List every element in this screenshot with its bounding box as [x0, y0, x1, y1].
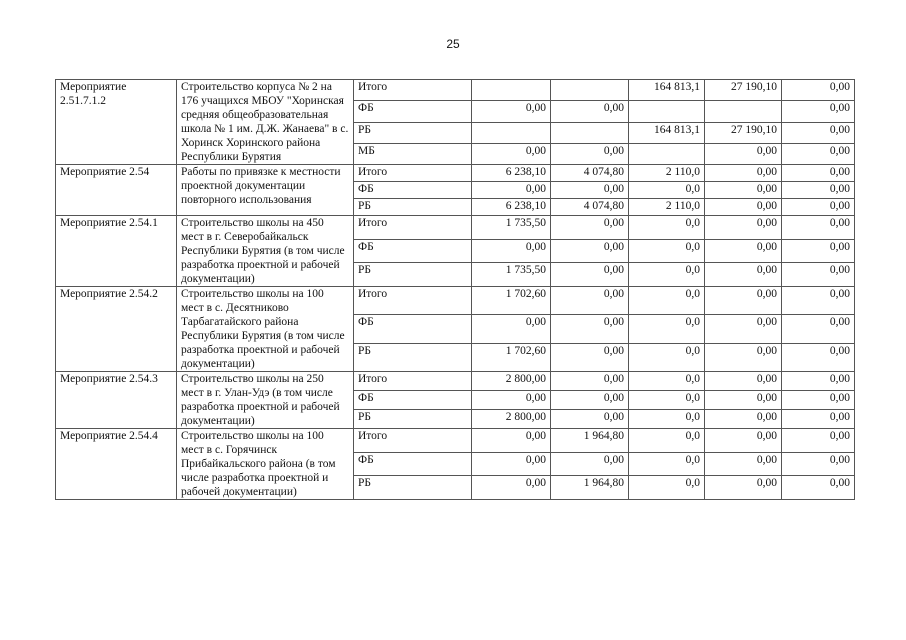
amount-cell: 0,00 — [782, 80, 855, 101]
amount-cell: 1 964,80 — [551, 429, 629, 453]
amount-cell: 0,00 — [782, 452, 855, 476]
amount-cell — [551, 80, 629, 101]
amount-cell: 0,00 — [782, 122, 855, 143]
amount-cell: 0,00 — [472, 239, 551, 263]
amount-cell: 0,00 — [551, 452, 629, 476]
amount-cell: 0,00 — [472, 452, 551, 476]
amount-cell: 0,00 — [705, 239, 782, 263]
funding-source-cell: Итого — [354, 165, 472, 182]
amount-cell: 0,00 — [782, 343, 855, 371]
amount-cell: 4 074,80 — [551, 199, 629, 216]
amount-cell: 0,00 — [782, 143, 855, 164]
amount-cell: 4 074,80 — [551, 165, 629, 182]
amount-cell: 2 110,0 — [629, 165, 705, 182]
amount-cell: 0,00 — [782, 165, 855, 182]
funding-source-cell: МБ — [354, 143, 472, 164]
amount-cell: 0,00 — [705, 199, 782, 216]
amount-cell: 1 735,50 — [472, 263, 551, 287]
amount-cell: 0,0 — [629, 476, 705, 500]
amount-cell: 0,0 — [629, 182, 705, 199]
amount-cell: 164 813,1 — [629, 80, 705, 101]
amount-cell: 1 702,60 — [472, 343, 551, 371]
measure-name-cell: Строительство корпуса № 2 на 176 учащихся МБОУ "Хоринская средняя общеобразовательная школа № 1 им. Д.Ж. Жанаева" в с. Хоринск Хоринского района Республики Бурятия — [177, 80, 354, 165]
amount-cell: 0,00 — [705, 391, 782, 410]
funding-source-cell: РБ — [354, 476, 472, 500]
amount-cell: 0,00 — [705, 287, 782, 315]
amount-cell: 0,00 — [472, 315, 551, 343]
amount-cell: 0,00 — [472, 391, 551, 410]
amount-cell: 0,00 — [782, 287, 855, 315]
table-row — [56, 216, 855, 240]
amount-cell: 0,00 — [782, 182, 855, 199]
amount-cell — [472, 122, 551, 143]
budget-table — [55, 79, 855, 500]
amount-cell: 0,00 — [705, 372, 782, 391]
amount-cell: 6 238,10 — [472, 165, 551, 182]
amount-cell: 0,00 — [782, 263, 855, 287]
funding-source-cell: ФБ — [354, 391, 472, 410]
amount-cell: 6 238,10 — [472, 199, 551, 216]
amount-cell: 0,00 — [782, 216, 855, 240]
amount-cell: 0,00 — [551, 182, 629, 199]
funding-source-cell: Итого — [354, 429, 472, 453]
funding-source-cell: Итого — [354, 287, 472, 315]
funding-source-cell: ФБ — [354, 452, 472, 476]
amount-cell: 0,00 — [705, 182, 782, 199]
amount-cell: 0,0 — [629, 429, 705, 453]
amount-cell — [629, 101, 705, 122]
amount-cell: 0,00 — [551, 101, 629, 122]
amount-cell: 0,0 — [629, 410, 705, 429]
table-row — [56, 80, 855, 101]
funding-source-cell: РБ — [354, 263, 472, 287]
amount-cell: 2 800,00 — [472, 410, 551, 429]
measure-code-cell: Мероприятие 2.54.4 — [56, 429, 177, 500]
amount-cell: 0,00 — [472, 101, 551, 122]
amount-cell: 164 813,1 — [629, 122, 705, 143]
amount-cell: 0,00 — [551, 391, 629, 410]
amount-cell: 2 110,0 — [629, 199, 705, 216]
measure-name-cell: Строительство школы на 100 мест в с. Десятниково Тарбагатайского района Республики Бурятия (в том числе разработка проектной и рабочей документации) — [177, 287, 354, 372]
amount-cell: 27 190,10 — [705, 122, 782, 143]
funding-source-cell: Итого — [354, 216, 472, 240]
amount-cell: 0,00 — [472, 476, 551, 500]
amount-cell: 0,00 — [705, 476, 782, 500]
amount-cell: 27 190,10 — [705, 80, 782, 101]
funding-source-cell: Итого — [354, 80, 472, 101]
funding-source-cell: РБ — [354, 122, 472, 143]
amount-cell: 0,00 — [551, 143, 629, 164]
amount-cell — [629, 143, 705, 164]
amount-cell: 0,00 — [782, 315, 855, 343]
amount-cell: 0,0 — [629, 372, 705, 391]
amount-cell: 0,00 — [782, 199, 855, 216]
amount-cell: 0,00 — [782, 429, 855, 453]
amount-cell: 0,00 — [472, 143, 551, 164]
amount-cell: 0,00 — [705, 263, 782, 287]
funding-source-cell: ФБ — [354, 182, 472, 199]
table-row — [56, 372, 855, 391]
amount-cell: 0,00 — [705, 410, 782, 429]
page-number: 25 — [446, 37, 460, 51]
measure-name-cell: Строительство школы на 250 мест в г. Улан-Удэ (в том числе разработка проектной и рабочей документации) — [177, 372, 354, 429]
amount-cell: 0,00 — [782, 476, 855, 500]
amount-cell: 0,00 — [782, 239, 855, 263]
amount-cell: 0,00 — [705, 143, 782, 164]
amount-cell: 0,00 — [705, 216, 782, 240]
amount-cell: 0,00 — [551, 410, 629, 429]
amount-cell: 0,00 — [782, 391, 855, 410]
funding-source-cell: ФБ — [354, 239, 472, 263]
table-row — [56, 165, 855, 182]
measure-code-cell: Мероприятие 2.54.3 — [56, 372, 177, 429]
amount-cell: 0,00 — [551, 372, 629, 391]
funding-source-cell: ФБ — [354, 315, 472, 343]
amount-cell: 0,00 — [551, 287, 629, 315]
funding-source-cell: Итого — [354, 372, 472, 391]
table-row — [56, 287, 855, 315]
funding-source-cell: РБ — [354, 410, 472, 429]
amount-cell: 0,0 — [629, 239, 705, 263]
amount-cell: 0,0 — [629, 287, 705, 315]
amount-cell: 1 702,60 — [472, 287, 551, 315]
table-row — [56, 429, 855, 453]
amount-cell: 0,00 — [705, 343, 782, 371]
funding-source-cell: РБ — [354, 199, 472, 216]
amount-cell: 0,0 — [629, 216, 705, 240]
amount-cell: 0,0 — [629, 343, 705, 371]
amount-cell: 0,0 — [629, 315, 705, 343]
amount-cell — [551, 122, 629, 143]
amount-cell: 0,00 — [551, 216, 629, 240]
funding-source-cell: ФБ — [354, 101, 472, 122]
amount-cell: 0,00 — [472, 182, 551, 199]
amount-cell: 0,00 — [551, 239, 629, 263]
amount-cell: 2 800,00 — [472, 372, 551, 391]
amount-cell: 0,0 — [629, 452, 705, 476]
measure-name-cell: Строительство школы на 100 мест в с. Горячинск Прибайкальского района (в том числе разработка проектной и рабочей документации) — [177, 429, 354, 500]
measure-code-cell: Мероприятие 2.54.1 — [56, 216, 177, 287]
amount-cell: 0,00 — [705, 315, 782, 343]
amount-cell: 0,00 — [705, 452, 782, 476]
measure-code-cell: Мероприятие 2.54.2 — [56, 287, 177, 372]
amount-cell — [705, 101, 782, 122]
budget-table-body — [56, 80, 855, 500]
amount-cell: 0,0 — [629, 263, 705, 287]
amount-cell: 0,00 — [551, 315, 629, 343]
measure-name-cell: Работы по привязке к местности проектной документации повторного использования — [177, 165, 354, 216]
funding-source-cell: РБ — [354, 343, 472, 371]
amount-cell: 1 964,80 — [551, 476, 629, 500]
amount-cell: 0,00 — [782, 372, 855, 391]
amount-cell: 0,00 — [472, 429, 551, 453]
amount-cell: 1 735,50 — [472, 216, 551, 240]
amount-cell: 0,00 — [551, 343, 629, 371]
amount-cell: 0,00 — [782, 410, 855, 429]
measure-code-cell: Мероприятие 2.54 — [56, 165, 177, 216]
amount-cell: 0,00 — [551, 263, 629, 287]
amount-cell: 0,00 — [705, 165, 782, 182]
measure-name-cell: Строительство школы на 450 мест в г. Северобайкальск Республики Бурятия (в том числе разработка проектной и рабочей документации) — [177, 216, 354, 287]
measure-code-cell: Мероприятие 2.51.7.1.2 — [56, 80, 177, 165]
amount-cell: 0,0 — [629, 391, 705, 410]
amount-cell: 0,00 — [705, 429, 782, 453]
amount-cell — [472, 80, 551, 101]
amount-cell: 0,00 — [782, 101, 855, 122]
